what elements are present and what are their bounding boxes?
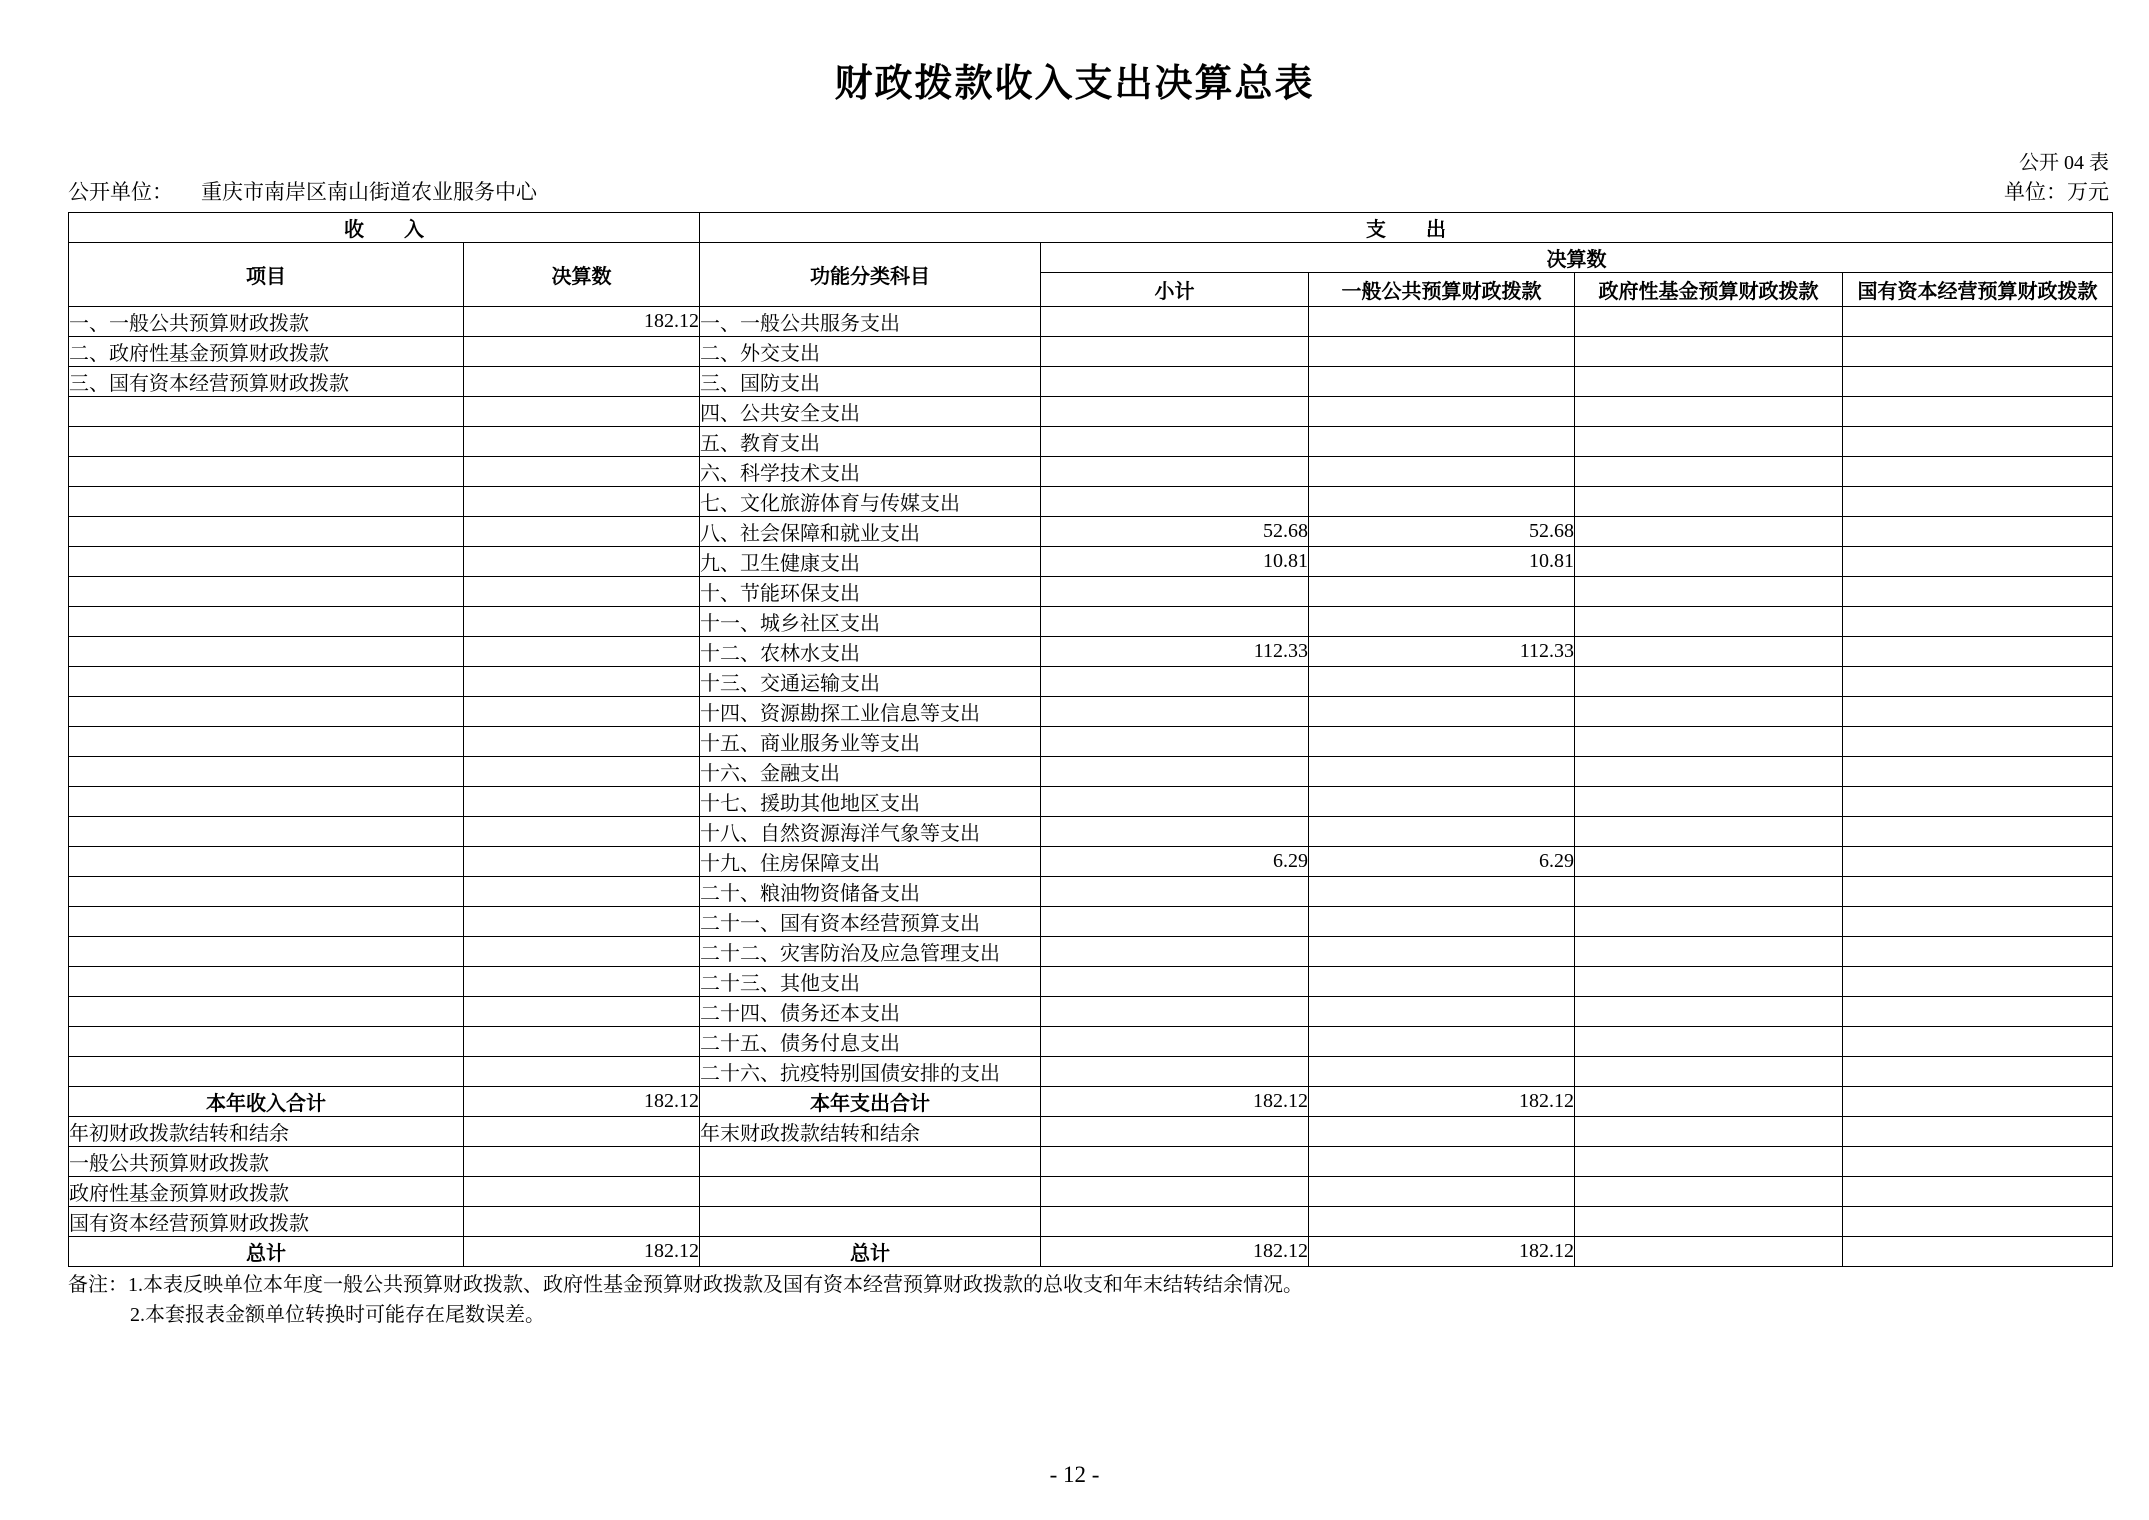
income-item-cell [69,817,464,847]
expense-govfund-cell [1575,1117,1843,1147]
note-1: 备注：1.本表反映单位本年度一般公共预算财政拨款、政府性基金预算财政拨款及国有资本经营预算财政拨款的总收支和年末结转结余情况。 [68,1274,1303,1296]
expense-general-cell [1309,697,1575,727]
table-row [69,1237,2113,1267]
expense-general-cell: 182.12 [1309,1237,1575,1267]
expense-govfund-cell [1575,667,1843,697]
income-value-cell [464,1177,700,1207]
expense-subtotal-cell [1041,307,1309,337]
table-row [69,907,2113,937]
expense-subtotal-cell [1041,757,1309,787]
income-value-cell [464,997,700,1027]
table-row [69,367,2113,397]
expense-govfund-cell [1575,307,1843,337]
income-item-cell [69,967,464,997]
expense-govfund-cell [1575,577,1843,607]
expense-govfund-cell [1575,817,1843,847]
income-item-cell: 本年收入合计 [69,1087,464,1117]
expense-item-cell: 二十六、抗疫特别国债安排的支出 [700,1057,1041,1087]
expense-general-cell [1309,937,1575,967]
expense-statecap-cell [1843,697,2113,727]
expense-subtotal-cell: 112.33 [1041,637,1309,667]
unit-of-measure: 单位：万元 [2004,180,2109,204]
expense-item-cell: 一、一般公共服务支出 [700,307,1041,337]
expense-general-cell [1309,427,1575,457]
table-row [69,637,2113,667]
expense-subtotal-cell [1041,1117,1309,1147]
income-item-cell: 国有资本经营预算财政拨款 [69,1207,464,1237]
expense-general-cell [1309,907,1575,937]
expense-subtotal-cell [1041,367,1309,397]
income-item-cell [69,517,464,547]
table-row [69,397,2113,427]
note-2: 2.本套报表金额单位转换时可能存在尾数误差。 [130,1304,545,1326]
table-row [69,817,2113,847]
income-item-cell [69,607,464,637]
income-value-cell [464,1027,700,1057]
col-header-subtotal: 小计 [1041,273,1309,307]
expense-subtotal-cell [1041,1177,1309,1207]
income-value-cell [464,697,700,727]
expense-govfund-cell [1575,877,1843,907]
expense-item-cell: 三、国防支出 [700,367,1041,397]
income-value-cell [464,337,700,367]
income-value-cell [464,1057,700,1087]
income-item-cell [69,997,464,1027]
income-item-cell [69,487,464,517]
expense-section-header: 支 出 [700,213,2113,243]
income-value-cell [464,967,700,997]
col-header-final-group: 决算数 [1041,243,2113,273]
income-item-cell [69,757,464,787]
expense-item-cell: 十八、自然资源海洋气象等支出 [700,817,1041,847]
expense-general-cell [1309,457,1575,487]
publishing-unit-name: 重庆市南岸区南山街道农业服务中心 [201,180,537,204]
expense-general-cell [1309,1207,1575,1237]
expense-subtotal-cell: 10.81 [1041,547,1309,577]
expense-govfund-cell [1575,337,1843,367]
table-row [69,1087,2113,1117]
expense-item-cell: 八、社会保障和就业支出 [700,517,1041,547]
notes [68,1270,1303,1330]
column-header-row-1 [69,243,2113,273]
expense-subtotal-cell [1041,607,1309,637]
income-value-cell [464,607,700,637]
income-value-cell [464,787,700,817]
table-row [69,337,2113,367]
expense-general-cell [1309,607,1575,637]
expense-govfund-cell [1575,1207,1843,1237]
col-header-income-final: 决算数 [464,243,700,307]
income-item-cell: 一、一般公共预算财政拨款 [69,307,464,337]
expense-statecap-cell [1843,427,2113,457]
expense-subtotal-cell [1041,1147,1309,1177]
income-value-cell [464,637,700,667]
table-row [69,1177,2113,1207]
table-row [69,937,2113,967]
expense-statecap-cell [1843,1207,2113,1237]
expense-item-cell: 十七、援助其他地区支出 [700,787,1041,817]
expense-govfund-cell [1575,607,1843,637]
expense-general-cell [1309,487,1575,517]
income-value-cell [464,667,700,697]
income-section-header: 收 入 [69,213,700,243]
expense-subtotal-cell [1041,1207,1309,1237]
expense-statecap-cell [1843,817,2113,847]
expense-govfund-cell [1575,787,1843,817]
expense-subtotal-cell: 182.12 [1041,1087,1309,1117]
income-value-cell [464,517,700,547]
expense-general-cell: 6.29 [1309,847,1575,877]
expense-general-cell [1309,787,1575,817]
expense-item-cell: 年末财政拨款结转和结余 [700,1117,1041,1147]
expense-item-cell: 九、卫生健康支出 [700,547,1041,577]
expense-statecap-cell [1843,757,2113,787]
income-value-cell [464,817,700,847]
income-value-cell [464,1147,700,1177]
expense-general-cell [1309,817,1575,847]
expense-subtotal-cell [1041,787,1309,817]
expense-statecap-cell [1843,607,2113,637]
table-row [69,427,2113,457]
expense-item-cell: 本年支出合计 [700,1087,1041,1117]
income-value-cell [464,1117,700,1147]
expense-item-cell: 十二、农林水支出 [700,637,1041,667]
expense-govfund-cell [1575,997,1843,1027]
table-row [69,517,2113,547]
income-item-cell: 政府性基金预算财政拨款 [69,1177,464,1207]
income-item-cell [69,1027,464,1057]
income-value-cell [464,937,700,967]
income-item-cell [69,637,464,667]
expense-govfund-cell [1575,967,1843,997]
expense-statecap-cell [1843,937,2113,967]
expense-govfund-cell [1575,757,1843,787]
expense-general-cell [1309,1027,1575,1057]
expense-govfund-cell [1575,1177,1843,1207]
expense-item-cell: 七、文化旅游体育与传媒支出 [700,487,1041,517]
expense-subtotal-cell [1041,937,1309,967]
expense-item-cell: 总计 [700,1237,1041,1267]
income-value-cell [464,367,700,397]
expense-statecap-cell [1843,1147,2113,1177]
table-row [69,487,2113,517]
fiscal-appropriation-table [68,212,2113,1267]
table-row [69,1027,2113,1057]
expense-item-cell: 十三、交通运输支出 [700,667,1041,697]
table-row [69,1147,2113,1177]
expense-subtotal-cell [1041,727,1309,757]
income-value-cell [464,877,700,907]
income-value-cell [464,577,700,607]
col-header-general-budget: 一般公共预算财政拨款 [1309,273,1575,307]
expense-item-cell [700,1147,1041,1177]
expense-item-cell: 四、公共安全支出 [700,397,1041,427]
expense-subtotal-cell: 6.29 [1041,847,1309,877]
expense-item-cell: 二、外交支出 [700,337,1041,367]
expense-subtotal-cell [1041,1057,1309,1087]
expense-govfund-cell [1575,397,1843,427]
income-item-cell [69,697,464,727]
expense-statecap-cell [1843,1117,2113,1147]
income-value-cell [464,757,700,787]
expense-subtotal-cell [1041,967,1309,997]
expense-general-cell [1309,967,1575,997]
expense-govfund-cell [1575,937,1843,967]
expense-subtotal-cell [1041,697,1309,727]
expense-general-cell [1309,367,1575,397]
expense-govfund-cell [1575,427,1843,457]
income-value-cell: 182.12 [464,307,700,337]
table-row [69,727,2113,757]
expense-item-cell: 十九、住房保障支出 [700,847,1041,877]
expense-govfund-cell [1575,547,1843,577]
expense-govfund-cell [1575,907,1843,937]
expense-govfund-cell [1575,457,1843,487]
expense-statecap-cell [1843,547,2113,577]
income-item-cell [69,547,464,577]
expense-statecap-cell [1843,997,2113,1027]
table-code: 公开 04 表 [2019,152,2109,174]
col-header-item: 项目 [69,243,464,307]
expense-general-cell [1309,1177,1575,1207]
expense-general-cell [1309,337,1575,367]
expense-general-cell: 182.12 [1309,1087,1575,1117]
expense-govfund-cell [1575,1027,1843,1057]
expense-general-cell [1309,757,1575,787]
expense-general-cell [1309,727,1575,757]
income-item-cell [69,847,464,877]
income-item-cell [69,907,464,937]
section-header-row [69,213,2113,243]
income-item-cell: 二、政府性基金预算财政拨款 [69,337,464,367]
income-item-cell: 总计 [69,1237,464,1267]
meta-line [68,176,2109,206]
income-value-cell [464,847,700,877]
expense-statecap-cell [1843,517,2113,547]
expense-general-cell: 52.68 [1309,517,1575,547]
expense-subtotal-cell [1041,907,1309,937]
col-header-gov-fund: 政府性基金预算财政拨款 [1575,273,1843,307]
publishing-unit-label: 公开单位： [68,180,173,204]
expense-statecap-cell [1843,337,2113,367]
income-item-cell [69,877,464,907]
income-item-cell: 一般公共预算财政拨款 [69,1147,464,1177]
expense-govfund-cell [1575,847,1843,877]
table-row [69,577,2113,607]
income-value-cell [464,547,700,577]
expense-general-cell [1309,397,1575,427]
income-value-cell [464,907,700,937]
income-value-cell [464,1207,700,1237]
income-item-cell [69,577,464,607]
income-value-cell [464,487,700,517]
expense-general-cell [1309,1117,1575,1147]
expense-item-cell [700,1207,1041,1237]
page-number: - 12 - [1049,1462,1100,1487]
income-item-cell: 三、国有资本经营预算财政拨款 [69,367,464,397]
expense-statecap-cell [1843,787,2113,817]
income-item-cell [69,427,464,457]
expense-statecap-cell [1843,667,2113,697]
expense-statecap-cell [1843,877,2113,907]
income-item-cell [69,937,464,967]
expense-item-cell: 十四、资源勘探工业信息等支出 [700,697,1041,727]
expense-statecap-cell [1843,577,2113,607]
expense-statecap-cell [1843,727,2113,757]
expense-general-cell: 10.81 [1309,547,1575,577]
publishing-unit [68,176,537,206]
table-row [69,997,2113,1027]
expense-subtotal-cell [1041,817,1309,847]
expense-item-cell: 二十、粮油物资储备支出 [700,877,1041,907]
expense-statecap-cell [1843,367,2113,397]
table-row [69,847,2113,877]
expense-general-cell [1309,1147,1575,1177]
table-row [69,757,2113,787]
expense-govfund-cell [1575,517,1843,547]
expense-statecap-cell [1843,847,2113,877]
expense-general-cell [1309,1057,1575,1087]
expense-item-cell: 二十四、债务还本支出 [700,997,1041,1027]
expense-subtotal-cell [1041,487,1309,517]
expense-statecap-cell [1843,907,2113,937]
expense-govfund-cell [1575,1237,1843,1267]
expense-statecap-cell [1843,1057,2113,1087]
table-row [69,877,2113,907]
expense-subtotal-cell [1041,1027,1309,1057]
expense-statecap-cell [1843,1237,2113,1267]
expense-govfund-cell [1575,727,1843,757]
expense-govfund-cell [1575,367,1843,397]
table-row [69,1117,2113,1147]
table-row [69,607,2113,637]
expense-item-cell: 十五、商业服务业等支出 [700,727,1041,757]
expense-item-cell: 五、教育支出 [700,427,1041,457]
expense-subtotal-cell [1041,877,1309,907]
income-item-cell: 年初财政拨款结转和结余 [69,1117,464,1147]
expense-govfund-cell [1575,637,1843,667]
expense-subtotal-cell: 182.12 [1041,1237,1309,1267]
table-row [69,547,2113,577]
expense-general-cell [1309,877,1575,907]
expense-general-cell: 112.33 [1309,637,1575,667]
income-value-cell [464,457,700,487]
expense-item-cell: 六、科学技术支出 [700,457,1041,487]
table-row [69,667,2113,697]
expense-statecap-cell [1843,637,2113,667]
table-row [69,697,2113,727]
expense-general-cell [1309,667,1575,697]
expense-govfund-cell [1575,1147,1843,1177]
income-value-cell [464,427,700,457]
expense-general-cell [1309,307,1575,337]
table-row [69,457,2113,487]
income-value-cell: 182.12 [464,1087,700,1117]
income-item-cell [69,397,464,427]
page-title: 财政拨款收入支出决算总表 [834,61,1315,105]
table-row [69,967,2113,997]
expense-item-cell: 二十二、灾害防治及应急管理支出 [700,937,1041,967]
income-item-cell [69,787,464,817]
expense-statecap-cell [1843,487,2113,517]
income-item-cell [69,457,464,487]
col-header-state-capital: 国有资本经营预算财政拨款 [1843,273,2113,307]
expense-statecap-cell [1843,967,2113,997]
expense-general-cell [1309,577,1575,607]
income-value-cell [464,727,700,757]
col-header-functional-category: 功能分类科目 [700,243,1041,307]
expense-statecap-cell [1843,397,2113,427]
expense-subtotal-cell [1041,337,1309,367]
expense-item-cell: 二十三、其他支出 [700,967,1041,997]
expense-govfund-cell [1575,697,1843,727]
expense-statecap-cell [1843,457,2113,487]
expense-subtotal-cell: 52.68 [1041,517,1309,547]
expense-item-cell: 二十一、国有资本经营预算支出 [700,907,1041,937]
expense-govfund-cell [1575,1087,1843,1117]
table-row [69,787,2113,817]
expense-item-cell: 十一、城乡社区支出 [700,607,1041,637]
expense-subtotal-cell [1041,457,1309,487]
expense-subtotal-cell [1041,667,1309,697]
expense-item-cell: 十六、金融支出 [700,757,1041,787]
expense-item-cell [700,1177,1041,1207]
table-row [69,1057,2113,1087]
expense-item-cell: 二十五、债务付息支出 [700,1027,1041,1057]
income-item-cell [69,727,464,757]
expense-govfund-cell [1575,1057,1843,1087]
income-value-cell: 182.12 [464,1237,700,1267]
expense-subtotal-cell [1041,577,1309,607]
expense-subtotal-cell [1041,427,1309,457]
expense-statecap-cell [1843,1177,2113,1207]
income-item-cell [69,1057,464,1087]
income-item-cell [69,667,464,697]
expense-subtotal-cell [1041,397,1309,427]
expense-statecap-cell [1843,1027,2113,1057]
expense-statecap-cell [1843,1087,2113,1117]
expense-govfund-cell [1575,487,1843,517]
income-value-cell [464,397,700,427]
table-row [69,307,2113,337]
expense-statecap-cell [1843,307,2113,337]
expense-general-cell [1309,997,1575,1027]
expense-subtotal-cell [1041,997,1309,1027]
table-row [69,1207,2113,1237]
expense-item-cell: 十、节能环保支出 [700,577,1041,607]
